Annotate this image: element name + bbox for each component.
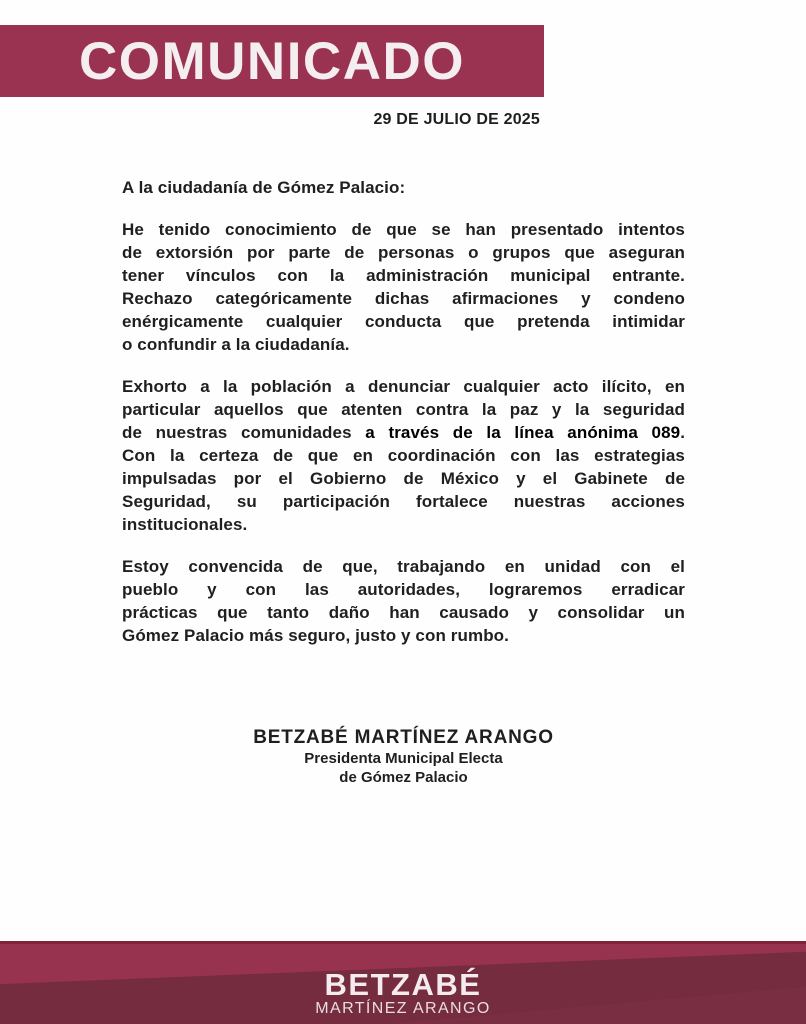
paragraph-line: Rechazo categóricamente dichas afirmaciones y condeno <box>122 289 685 308</box>
signature-block <box>122 726 685 787</box>
paragraph-line: prácticas que tanto daño han causado y consolidar un <box>122 603 685 622</box>
paragraph-line: particular aquellos que atenten contra la paz y la seguridad <box>122 400 685 419</box>
signature-name: BETZABÉ MARTÍNEZ ARANGO <box>253 727 554 748</box>
footer-name: BETZABÉ <box>324 967 482 1002</box>
paragraph-line: Con la certeza de que en coordinación con las estrategias <box>122 446 685 465</box>
footer-subtitle: MARTÍNEZ ARANGO <box>315 1000 491 1017</box>
signature-title-2: de Gómez Palacio <box>339 769 468 786</box>
paragraph-line: pueblo y con las autoridades, lograremos erradicar <box>122 580 685 599</box>
paragraph-line: enérgicamente cualquier conducta que pretenda intimidar <box>122 312 685 331</box>
paragraph <box>122 375 685 536</box>
paragraph-line: institucionales. <box>122 515 248 534</box>
paragraph <box>122 555 685 647</box>
comunicado-banner <box>0 25 544 97</box>
paragraph-line: o confundir a la ciudadanía. <box>122 335 350 354</box>
paragraph-line: de extorsión por parte de personas o grupos que aseguran <box>122 243 685 262</box>
date-line: 29 DE JULIO DE 2025 <box>373 111 540 128</box>
letter-body <box>122 176 685 666</box>
paragraph-line: Seguridad, su participación fortalece nuestras acciones <box>122 492 685 511</box>
paragraph-line: impulsadas por el Gobierno de México y el Gabinete de <box>122 469 685 488</box>
paragraph-line: de nuestras comunidades a través de la línea anónima 089. <box>122 423 686 442</box>
paragraph <box>122 218 685 356</box>
footer-brand <box>0 967 806 1017</box>
bold-emphasis: a través de la línea anónima 089 <box>365 423 681 442</box>
paragraph-line: Estoy convencida de que, trabajando en unidad con el <box>122 557 685 576</box>
paragraph-line: He tenido conocimiento de que se han presentado intentos <box>122 220 685 239</box>
letter-paragraphs <box>122 218 685 647</box>
greeting: A la ciudadanía de Gómez Palacio: <box>122 178 406 197</box>
paragraph-line: Gómez Palacio más seguro, justo y con rumbo. <box>122 626 509 645</box>
footer-banner <box>0 941 806 1024</box>
paragraph-line: tener vínculos con la administración municipal entrante. <box>122 266 685 285</box>
banner-title: COMUNICADO <box>79 31 465 91</box>
paragraph-line: Exhorto a la población a denunciar cualquier acto ilícito, en <box>122 377 685 396</box>
signature-title-1: Presidenta Municipal Electa <box>304 750 503 767</box>
